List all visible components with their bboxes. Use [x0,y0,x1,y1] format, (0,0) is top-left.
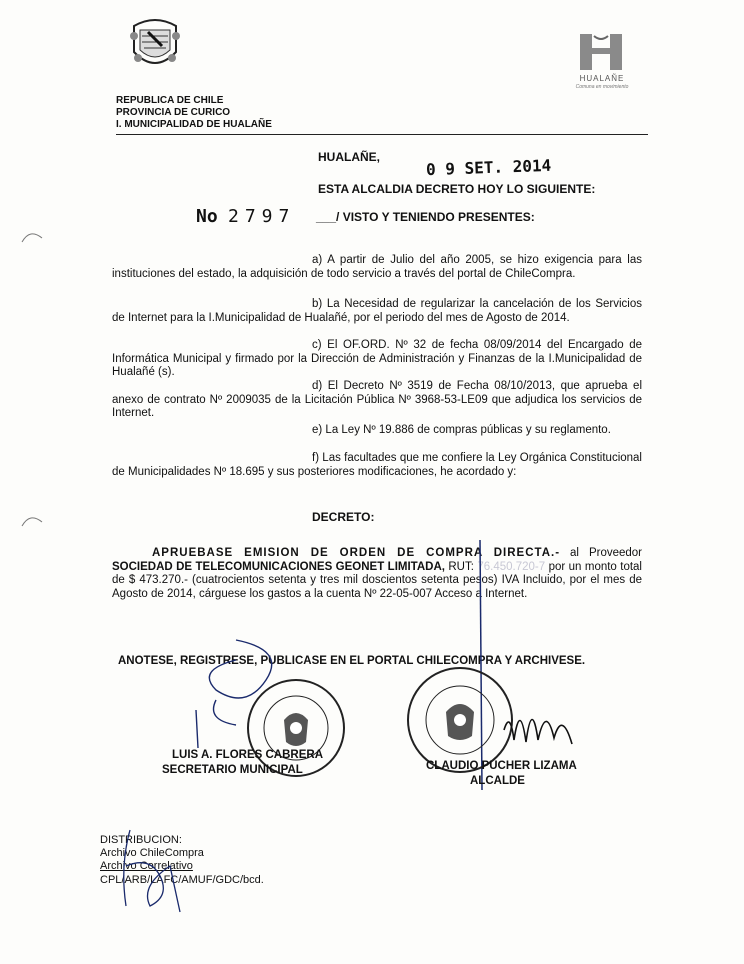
logo-tagline: Comuna en movimiento [575,84,629,90]
decree-number-prefix: No [196,206,218,227]
signature-right [500,690,600,760]
header-municipality: I. MUNICIPALIDAD DE HUALAÑE [116,119,272,130]
distribution-item: CPL/ARB/LAFC/AMUF/GDC/bcd. [100,874,264,886]
header-country: REPUBLICA DE CHILE [116,95,224,106]
initials-scribble [110,826,200,916]
signatory-left-name: LUIS A. FLORES CABRERA [172,749,323,761]
signature-left [176,630,306,750]
date-stamp: 0 9 SET. 2014 [425,155,552,180]
punch-hole-mark [20,226,44,246]
consideration-f: f) Las facultades que me confiere la Ley Orgánica Constitucional de Municipalidades Nº 18.695 y sus posteriores modificaciones, he acordado y: [112,452,642,478]
distribution-item: Archivo Correlativo [100,860,193,872]
punch-hole-mark [20,510,44,530]
hualane-logo-icon [574,32,628,72]
visto-line: ___/ VISTO Y TENIENDO PRESENTES: [316,210,535,224]
consideration-e: e) La Ley Nº 19.886 de compras públicas y su reglamento. [312,424,611,436]
signatory-right-name: CLAUDIO PUCHER LIZAMA [426,760,577,772]
header-rule [116,134,648,135]
consideration-d: d) El Decreto Nº 3519 de Fecha 08/10/2013, que aprueba el anexo de contrato Nº 2009035 de la Licitación Pública Nº 3968-53-LE09 que adjudica los servicios de Internet. [112,380,642,419]
signatory-left-title: SECRETARIO MUNICIPAL [162,764,303,776]
consideration-a: a) A partir de Julio del año 2005, se hizo exigencia para las instituciones del estado, la adquisición de todo servicio a través del portal de ChileCompra. [112,254,642,280]
decree-intro: ESTA ALCALDIA DECRETO HOY LO SIGUIENTE: [318,182,596,196]
signatory-right-title: ALCALDE [470,775,525,787]
logo-name: HUALAÑE [579,74,625,83]
place-label: HUALAÑE, [318,150,380,164]
coat-of-arms-emblem [128,16,182,76]
resolution-paragraph: APRUEBASE EMISION DE ORDEN DE COMPRA DIRECTA.- al Proveedor SOCIEDAD DE TELECOMUNICACIONES GEONET LIMITADA, RUT: 76.450.720-7 por un monto total de $ 473.270.- (cuatrocientos setenta y tres mil doscientos setenta pesos) IVA Incluido, por el mes de Agosto de 2014, cárguese los gastos a la cuenta Nº 22-05-007 Acceso a Internet. [112,547,642,600]
decree-number: 2797 [228,206,296,227]
closing-line: ANOTESE, REGISTRESE, PUBLICASE EN EL PORTAL CHILECOMPRA Y ARCHIVESE. [118,655,586,667]
distribution-item: Archivo ChileCompra [100,847,204,859]
distribution-heading: DISTRIBUCION: [100,834,182,846]
consideration-c: c) El OF.ORD. Nº 32 de fecha 08/09/2014 del Encargado de Informática Municipal y firmado por la Dirección de Administración y Finanzas de la I.Municipalidad de Hualañé (s). [112,339,642,378]
header-province: PROVINCIA DE CURICO [116,107,231,118]
consideration-b: b) La Necesidad de regularizar la cancelación de los Servicios de Internet para la I.Municipalidad de Hualañé, por el periodo del mes de Agosto de 2014. [112,298,642,324]
decreto-heading: DECRETO: [312,510,375,524]
